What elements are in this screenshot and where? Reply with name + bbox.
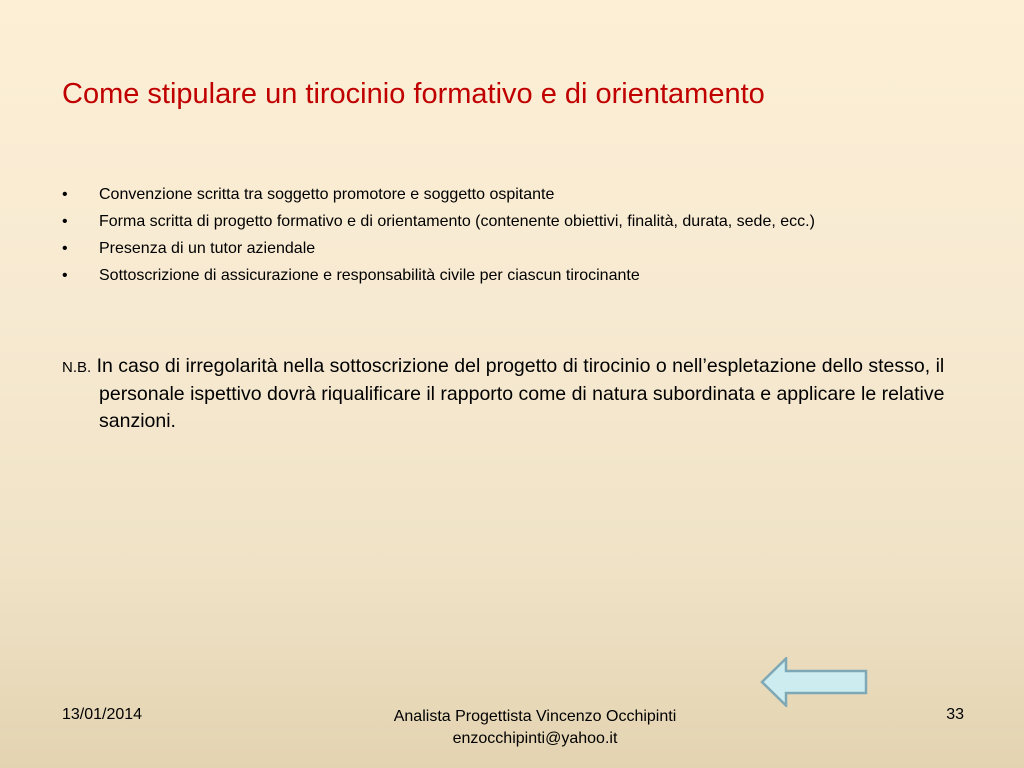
bullet-item [62,238,952,259]
bullet-item [62,184,952,205]
bullet-mark: • [62,186,68,203]
bullet-text: Forma scritta di progetto formativo e di orientamento (contenente obiettivi, finalità, durata, sede, ecc.) [99,213,815,230]
slide-title: Come stipulare un tirocinio formativo e di orientamento [62,78,765,110]
footer-author: Analista Progettista Vincenzo Occhipinti [393,708,677,725]
bullet-text: Sottoscrizione di assicurazione e responsabilità civile per ciascun tirocinante [99,267,640,284]
bullet-mark: • [62,267,68,284]
footer-date: 13/01/2014 [62,706,143,723]
left-arrow-icon[interactable] [762,659,866,706]
bullet-text: Presenza di un tutor aziendale [99,240,316,257]
note-paragraph [62,353,999,435]
note-text: In caso di irregolarità nella sottoscrizione del progetto di tirocinio o nell’espletazione dello stesso, il personale ispettivo dovrà riqualificare il rapporto come di natura subordinata e applicare le relative sanzioni. [96,355,945,432]
bullet-list [62,184,952,292]
bullet-text: Convenzione scritta tra soggetto promotore e soggetto ospitante [99,186,555,203]
bullet-item [62,211,952,232]
bullet-item [62,265,952,286]
page-number: 33 [946,706,964,723]
bullet-mark: • [62,213,68,230]
note-prefix: N.B. [62,359,92,376]
footer-author-block [300,706,770,750]
back-arrow-button[interactable] [760,657,870,707]
bullet-mark: • [62,240,68,257]
footer-email: enzocchipinti@yahoo.it [452,730,618,747]
